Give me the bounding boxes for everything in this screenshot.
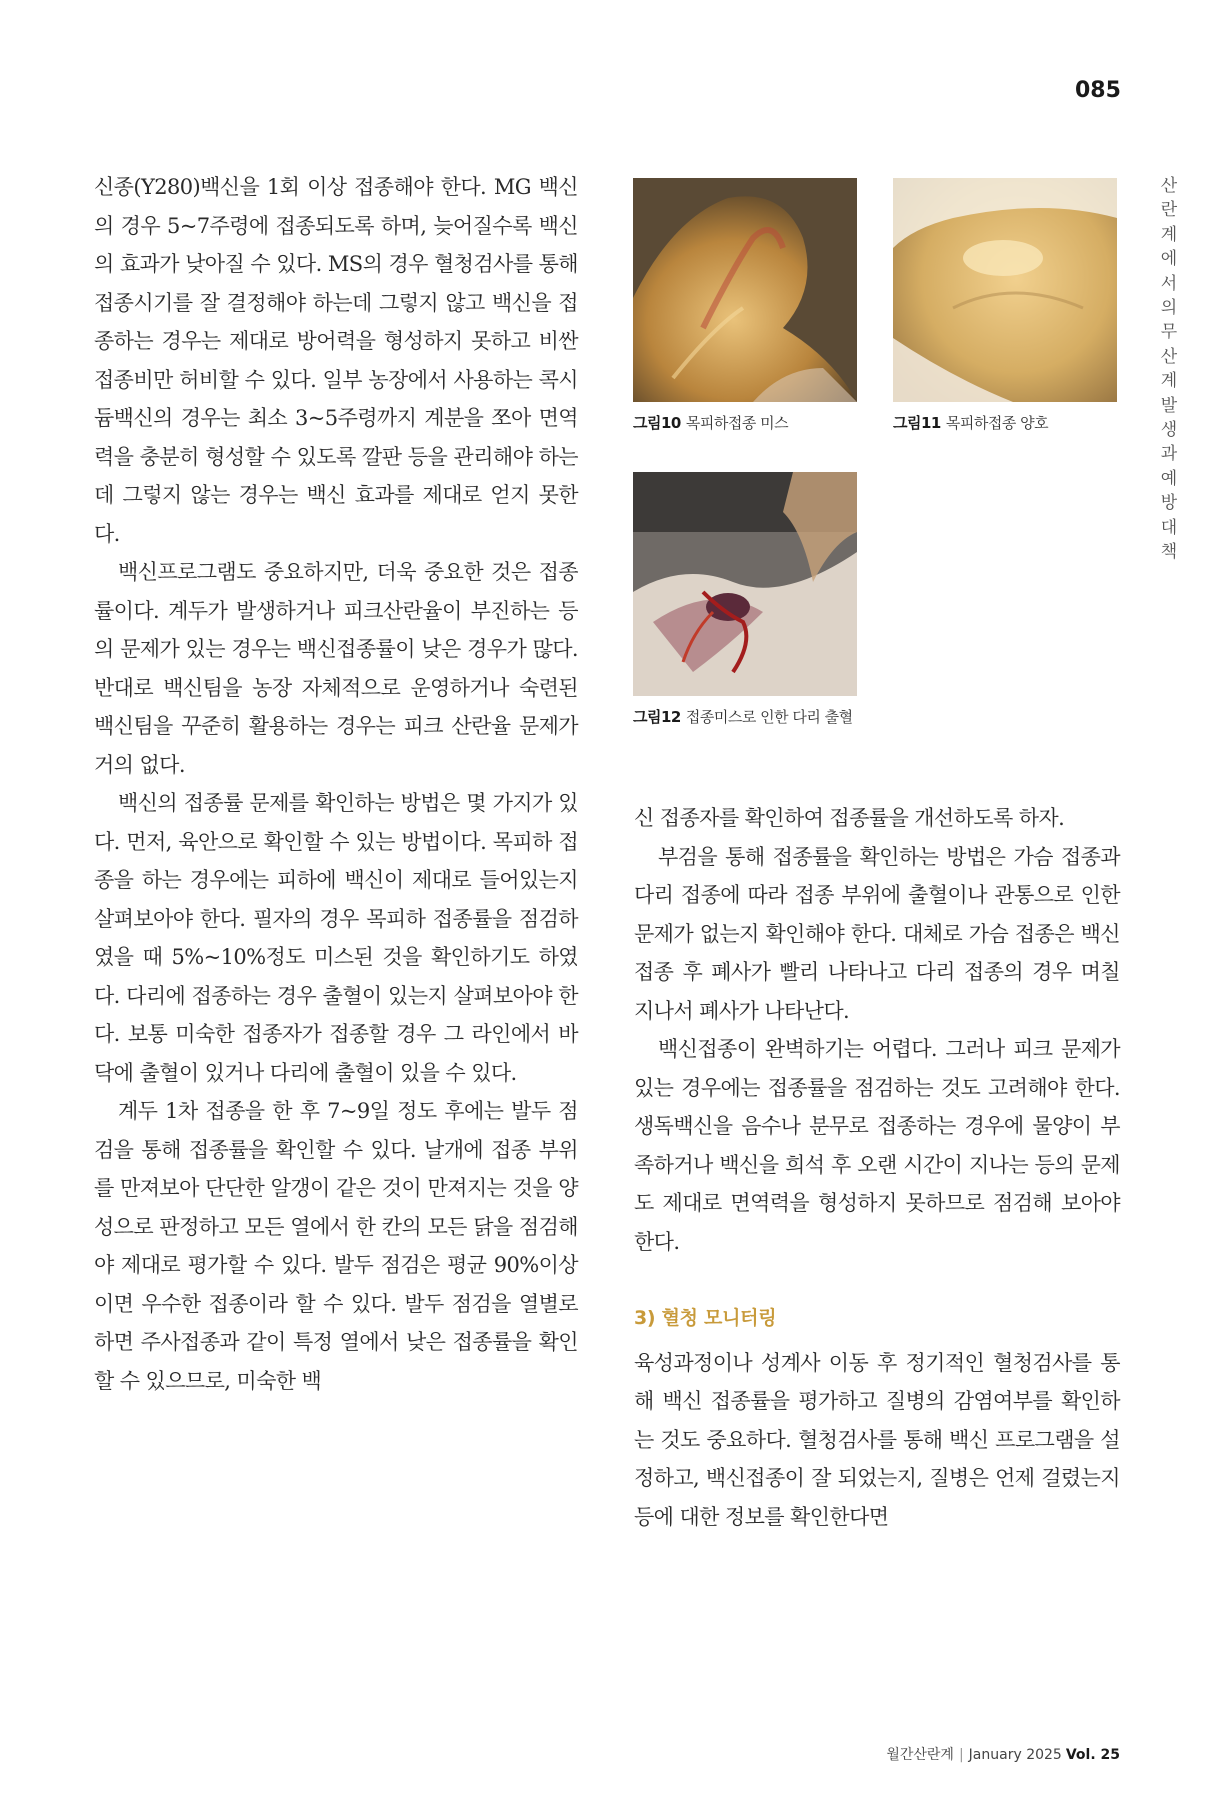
figure-11-photo [893, 178, 1117, 402]
footer-separator: | [958, 1747, 964, 1763]
page-number: 085 [1075, 78, 1121, 103]
left-paragraph-3: 백신의 접종률 문제를 확인하는 방법은 몇 가지가 있다. 먼저, 육안으로 확인할 수 있는 방법이다. 목피하 접종을 하는 경우에는 피하에 백신이 제대로 들어있는지 살펴보아야 한다. 필자의 경우 목피하 접종률을 점검하였을 때 5%~10%정도 미스된 것을 확인하기도 하였다. 다리에 접종하는 경우 출혈이 있는지 살펴보아야 한다. 보통 미숙한 접종자가 접종할 경우 그 라인에서 바닥에 출혈이 있거나 다리에 출혈이 있을 수 있다. [94, 791, 578, 1085]
left-paragraph-4: 계두 1차 접종을 한 후 7~9일 정도 후에는 발두 점검을 통해 접종률을 확인할 수 있다. 날개에 접종 부위를 만져보아 단단한 알갱이 같은 것이 만져지는 것을 양성으로 판정하고 모든 열에서 한 칸의 모든 닭을 점검해야 제대로 평가할 수 있다. 발두 점검은 평균 90%이상이면 우수한 접종이라 할 수 있다. 발두 점검을 열별로 하면 주사접종과 같이 특정 열에서 낮은 접종률을 확인할 수 있으므로, 미숙한 백 [94, 1099, 578, 1393]
footer-volume: Vol. 25 [1065, 1747, 1120, 1763]
left-paragraph-2: 백신프로그램도 중요하지만, 더욱 중요한 것은 접종률이다. 계두가 발생하거나 피크산란율이 부진하는 등의 문제가 있는 경우는 백신접종률이 낮은 경우가 많다. 반대로 백신팀을 농장 자체적으로 운영하거나 숙련된 백신팀을 꾸준히 활용하는 경우는 피크 산란율 문제가 거의 없다. [94, 560, 578, 777]
left-column [94, 168, 578, 1400]
section-3-paragraph: 육성과정이나 성계사 이동 후 정기적인 혈청검사를 통해 백신 접종률을 평가하고 질병의 감염여부를 확인하는 것도 중요하다. 혈청검사를 통해 백신 프로그램을 설정하고, 백신접종이 잘 되었는지, 질병은 언제 걸렸는지 등에 대한 정보를 확인한다면 [634, 1350, 1120, 1529]
right-paragraph-3: 백신접종이 완벽하기는 어렵다. 그러나 피크 문제가 있는 경우에는 접종률을 점검하는 것도 고려해야 한다. 생독백신을 음수나 분무로 접종하는 경우에 물양이 부족하거나 백신을 희석 후 오랜 시간이 지나는 등의 문제도 제대로 면역력을 형성하지 못하므로 점검해 보아야 한다. [634, 1037, 1120, 1254]
side-chapter-title: 산란계에서의 무산계 발생과 예방대책 [1160, 176, 1183, 563]
figure-11-label: 그림11 [893, 414, 941, 432]
footer [880, 1744, 1120, 1764]
figure-10-photo [633, 178, 857, 402]
figure-10-text: 목피하접종 미스 [685, 414, 789, 432]
figure-10-caption [633, 412, 788, 433]
figure-11-text: 목피하접종 양호 [945, 414, 1049, 432]
figure-11-caption [893, 412, 1048, 433]
footer-issue: January 2025 [968, 1747, 1062, 1763]
footer-magazine: 월간산란계 [886, 1747, 954, 1763]
left-paragraph-1: 신종(Y280)백신을 1회 이상 접종해야 한다. MG 백신의 경우 5~7주령에 접종되도록 하며, 늦어질수록 백신의 효과가 낮아질 수 있다. MS의 경우 혈청검사를 통해 접종시기를 잘 결정해야 하는데 그렇지 않고 백신을 접종하는 경우는 제대로 방어력을 형성하지 못하고 비싼 접종비만 허비할 수 있다. 일부 농장에서 사용하는 콕시듐백신의 경우는 최소 3~5주령까지 계분을 쪼아 면역력을 충분히 형성할 수 있도록 깔판 등을 관리해야 하는데 그렇지 않는 경우는 백신 효과를 제대로 얻지 못한다. [94, 175, 578, 546]
figure-10-label: 그림10 [633, 414, 681, 432]
figure-12-label: 그림12 [633, 708, 681, 726]
right-paragraph-2: 부검을 통해 접종률을 확인하는 방법은 가슴 접종과 다리 접종에 따라 접종 부위에 출혈이나 관통으로 인한 문제가 없는지 확인해야 한다. 대체로 가슴 접종은 백신 접종 후 폐사가 빨리 나타나고 다리 접종의 경우 며칠 지나서 폐사가 나타난다. [634, 844, 1120, 1023]
right-paragraph-1: 신 접종자를 확인하여 접종률을 개선하도록 하자. [634, 806, 1065, 830]
figure-12-caption [633, 706, 853, 727]
figure-12-text: 접종미스로 인한 다리 출혈 [685, 708, 853, 726]
figure-12-photo [633, 472, 857, 696]
right-column [634, 799, 1120, 1536]
section-3-heading: 3) 혈청 모니터링 [634, 1307, 777, 1329]
